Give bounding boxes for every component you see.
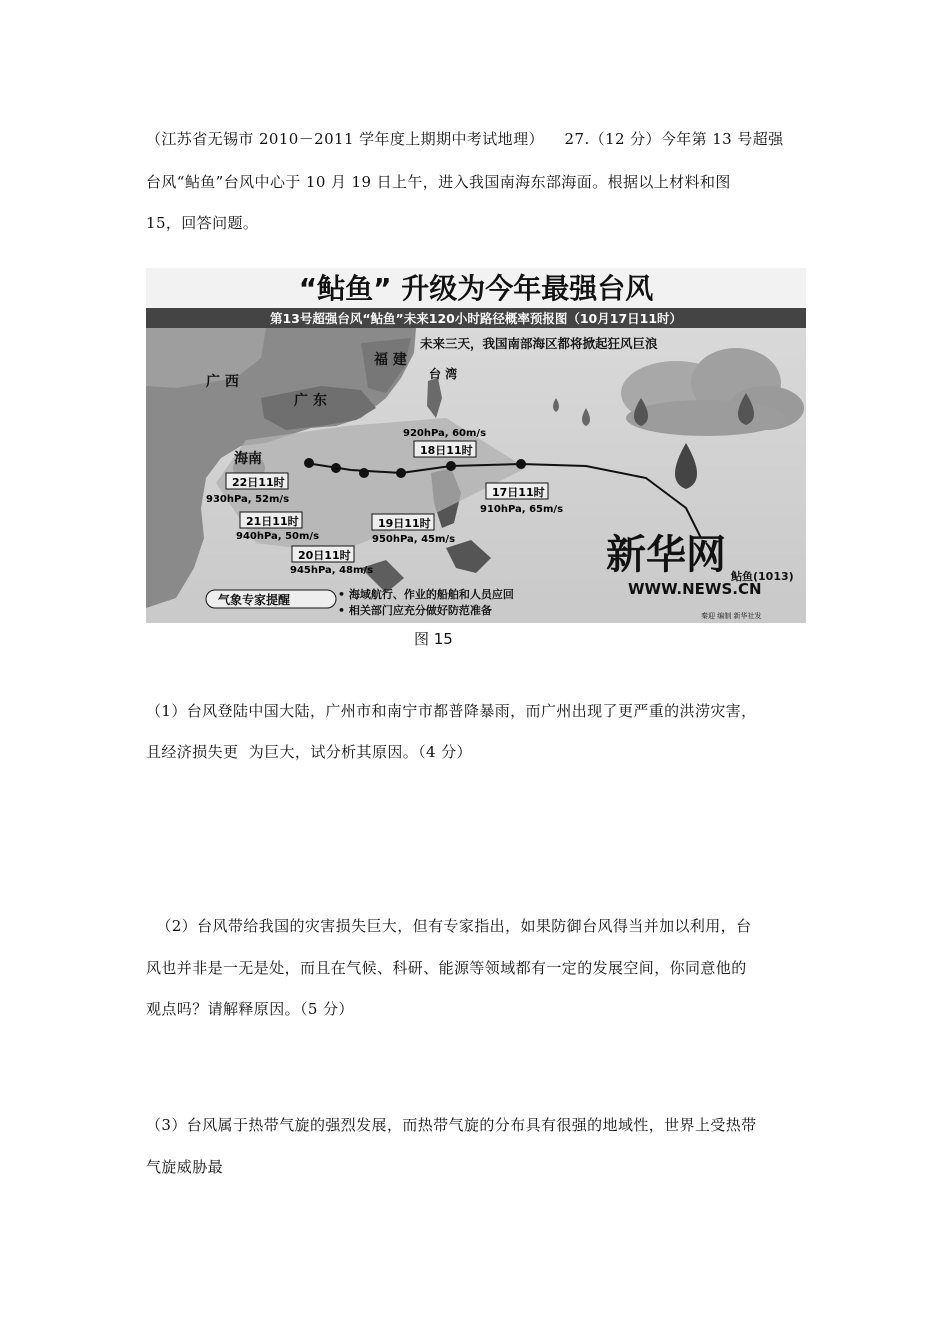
credit: 秦迎 编制 新华社发 [701,612,762,620]
time-21: 21日11时 [246,515,299,528]
xinhua-logo: 新华网 [606,532,726,578]
label-hainan: 海南 [234,451,262,467]
q1-line-1: （1）台风登陆中国大陆，广州市和南宁市都普降暴雨，而广州出现了更严重的洪涝灾害， [146,702,757,720]
q3-line-2: 气旋威胁最 [146,1158,224,1176]
label-fujian: 福 建 [374,352,407,368]
intro-line-2: 台风“鲇鱼”台风中心于 10 月 19 日上午，进入我国南海东部海面。根据以上材料和图 [146,173,731,191]
info-19: 950hPa, 45m/s [372,534,456,545]
figure-caption: 图 15 [414,630,453,648]
time-18: 18日11时 [420,444,473,457]
info-21: 940hPa, 50m/s [236,531,320,542]
intro-line-1: （江苏省无锡市 2010－2011 学年度上期期中考试地理） 27.（12 分）今年第 13 号超强 [146,130,784,148]
time-17: 17日11时 [492,486,545,499]
typhoon-forecast-figure [146,268,806,623]
time-22: 22日11时 [232,476,285,489]
tip-2: • 相关部门应充分做好防范准备 [338,604,492,617]
time-20: 20日11时 [298,549,351,562]
label-guangxi: 广 西 [206,374,239,390]
q2-line-1: （2）台风带给我国的灾害损失巨大，但有专家指出，如果防御台风得当并加以利用，台 [146,917,752,935]
track-point-17 [516,459,526,469]
intro-line-3: 15，回答问题。 [146,214,259,232]
time-19: 19日11时 [378,517,431,530]
track-point-21 [331,463,341,473]
info-22: 930hPa, 52m/s [206,494,290,505]
track-point-20 [359,468,369,478]
label-guangdong: 广 东 [294,393,327,409]
info-17: 910hPa, 65m/s [480,504,564,515]
info-20: 945hPa, 48m/s [290,565,374,576]
track-point-22 [304,458,314,468]
figure-headline: “鲇鱼” 升级为今年最强台风 [298,272,654,305]
q3-line-1: （3）台风属于热带气旋的强烈发展，而热带气旋的分布具有很强的地域性，世界上受热带 [146,1116,757,1134]
label-taiwan: 台 湾 [429,367,458,381]
q2-line-3: 观点吗？请解释原因。（5 分） [146,1000,354,1018]
figure-subtitle: 第13号超强台风“鲇鱼”未来120小时路径概率预报图（10月17日11时） [269,311,683,326]
track-point-18 [446,461,456,471]
warning-text: 未来三天，我国南部海区都将掀起狂风巨浪 [420,336,658,351]
tip-1: • 海域航行、作业的船舶和人员应回 [338,588,514,601]
website: WWW.NEWS.CN [628,580,762,598]
q2-line-2: 风也并非是一无是处，而且在气候、科研、能源等领域都有一定的发展空间，你同意他的 [146,959,747,977]
storm-label: 鲇鱼(1013) [731,570,794,583]
expert-label: 气象专家提醒 [218,593,291,607]
info-18: 920hPa, 60m/s [403,428,487,439]
track-point-19 [396,468,406,478]
q1-line-2: 且经济损失更 为巨大，试分析其原因。（4 分） [146,743,472,761]
